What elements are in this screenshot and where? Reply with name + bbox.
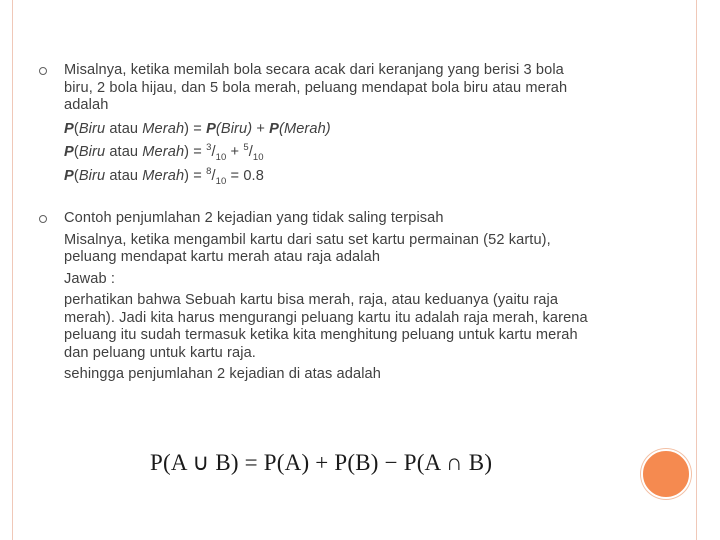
bullet-item-2 (36, 210, 596, 384)
bullet-1-intro: Misalnya, ketika memilah bola secara acak dari keranjang yang berisi 3 bola biru, 2 bola hijau, dan 5 bola merah, peluang mendapat bola biru atau merah adalah (64, 62, 568, 113)
bullet-2-explanation: perhatikan bahwa Sebuah kartu bisa merah, raja, atau keduanya (yaitu raja merah). Jadi kita harus mengurangi peluang kartu itu adalah raja merah, karena peluang itu sudah termasuk ketika kita menghitung peluang untuk kartu merah dan peluang untuk kartu raja. (64, 292, 588, 361)
bullet-circle-icon (39, 215, 47, 223)
bullet-2-title: Contoh penjumlahan 2 kejadian yang tidak saling terpisah (64, 210, 444, 226)
bullet-2-conclusion: sehingga penjumlahan 2 kejadian di atas adalah (64, 366, 381, 382)
bullet-2-question: Misalnya, ketika mengambil kartu dari satu set kartu permainan (52 kartu), peluang mendapat kartu merah atau raja adalah (64, 231, 551, 265)
bullet-circle-icon (39, 67, 47, 75)
bullet-item-1 (36, 62, 596, 185)
accent-circle-decoration (641, 449, 691, 499)
equation-line-1: P(Biru atau Merah) = P(Biru) + P(Merah) (64, 120, 331, 137)
left-border-line (12, 0, 13, 540)
answer-label: Jawab : (64, 270, 115, 287)
slide-content (36, 62, 596, 384)
right-border-line (696, 0, 697, 540)
equation-line-3: P(Biru atau Merah) = $^8/_{10} = 0.8$ (64, 165, 264, 187)
probability-union-formula: P(A ∪ B) = P(A) + P(B) − P(A ∩ B) (150, 450, 493, 475)
equation-line-2: P(Biru atau Merah) = $^3/_{10} + ^5/_{10}$ (64, 142, 264, 163)
